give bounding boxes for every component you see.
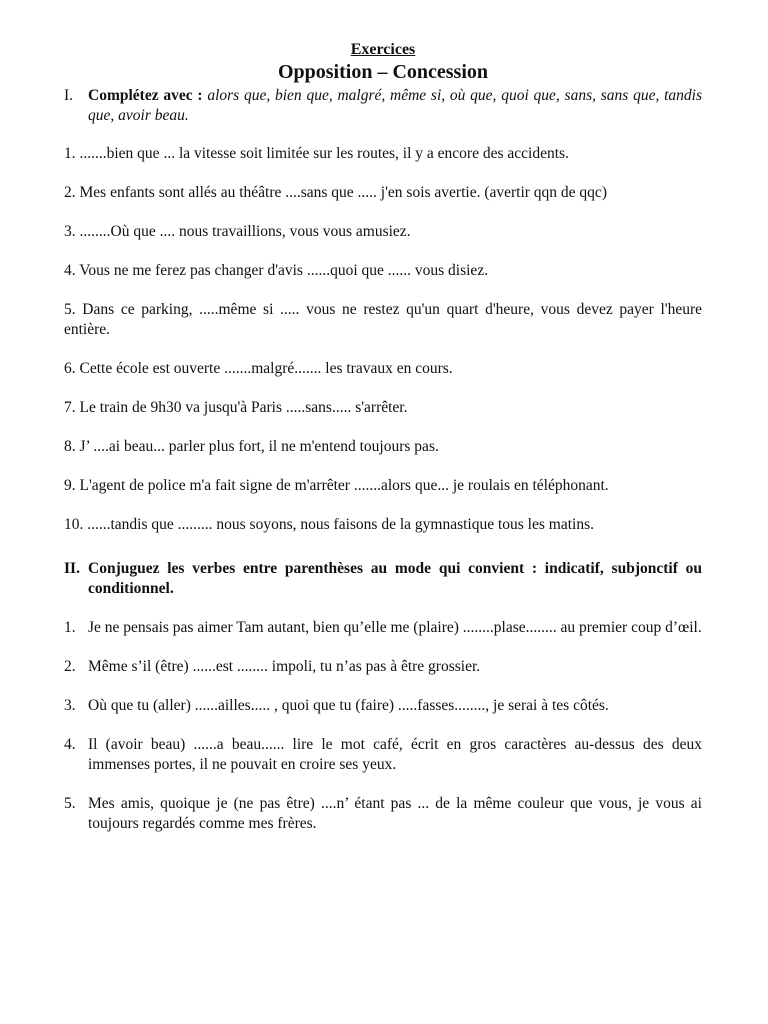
exercise-text: Il (avoir beau) ......a beau...... lire le mot café, écrit en gros caractères au-dessus des deux immenses portes, il ne pouvait en croire ses yeux. [88,736,702,773]
exercise-text: Je ne pensais pas aimer Tam autant, bien qu’elle me (plaire) ........plase........ au premier coup d’œil. [88,619,702,636]
section-1-instruction-words: alors que, bien que, malgré, même si, où que, quoi que, sans, sans que, tandis que, avoir beau. [88,87,703,124]
exercise-number: 4. [64,736,76,753]
exercise-item: 7. Le train de 9h30 va jusqu'à Paris .....sans..... s'arrêter. [64,399,408,416]
exercise-item: 8. J’ ....ai beau... parler plus fort, il ne m'entend toujours pas. [64,438,439,455]
exercise-text: Où que tu (aller) ......ailles..... , quoi que tu (faire) .....fasses........, je serai à tes côtés. [88,697,609,714]
exercise-item [64,618,702,638]
exercise-item: 1. .......bien que ... la vitesse soit limitée sur les routes, il y a encore des accidents. [64,145,569,162]
exercise-text: Même s’il (être) ......est ........ impoli, tu n’as pas à être grossier. [88,658,481,675]
section-1-instruction [64,86,702,126]
exercise-item: 10. ......tandis que ......... nous soyons, nous faisons de la gymnastique tous les matins. [64,516,594,533]
document-title: Exercices [350,41,416,58]
exercise-text: Mes amis, quoique je (ne pas être) ....n’ étant pas ... de la même couleur que vous, je vous ai toujours regardés comme mes frères. [88,795,702,832]
exercise-number: 2. [64,658,76,675]
exercise-number: 5. [64,795,76,812]
document-subtitle: Opposition – Concession [277,61,489,83]
section-1-exercise-list [64,144,702,535]
section-1-number: I. [64,87,74,104]
exercise-item [64,735,702,775]
exercise-item [64,794,702,834]
exercise-item: 2. Mes enfants sont allés au théâtre ....sans que ..... j'en sois avertie. (avertir qqn de qqc) [64,184,607,201]
exercise-item [64,696,702,716]
section-2-instruction-text: Conjuguez les verbes entre parenthèses au mode qui convient : indicatif, subjonctif ou conditionnel. [88,560,702,597]
exercise-item: 6. Cette école est ouverte .......malgré....... les travaux en cours. [64,360,453,377]
exercise-item: 5. Dans ce parking, .....même si ..... vous ne restez qu'un quart d'heure, vous devez payer l'heure entière. [64,301,702,338]
exercise-item: 9. L'agent de police m'a fait signe de m'arrêter .......alors que... je roulais en téléphonant. [64,477,609,494]
section-2-instruction [64,559,702,599]
exercise-number: 3. [64,697,76,714]
section-1-instruction-bold: Complétez avec : [88,87,203,104]
exercise-item [64,657,702,677]
section-2-number: II. [64,560,80,577]
exercise-item: 4. Vous ne me ferez pas changer d'avis ......quoi que ...... vous disiez. [64,262,489,279]
exercise-item: 3. ........Où que .... nous travaillions, vous vous amusiez. [64,223,411,240]
document-page [64,40,702,853]
section-2-exercise-list [64,618,702,834]
exercise-number: 1. [64,619,76,636]
